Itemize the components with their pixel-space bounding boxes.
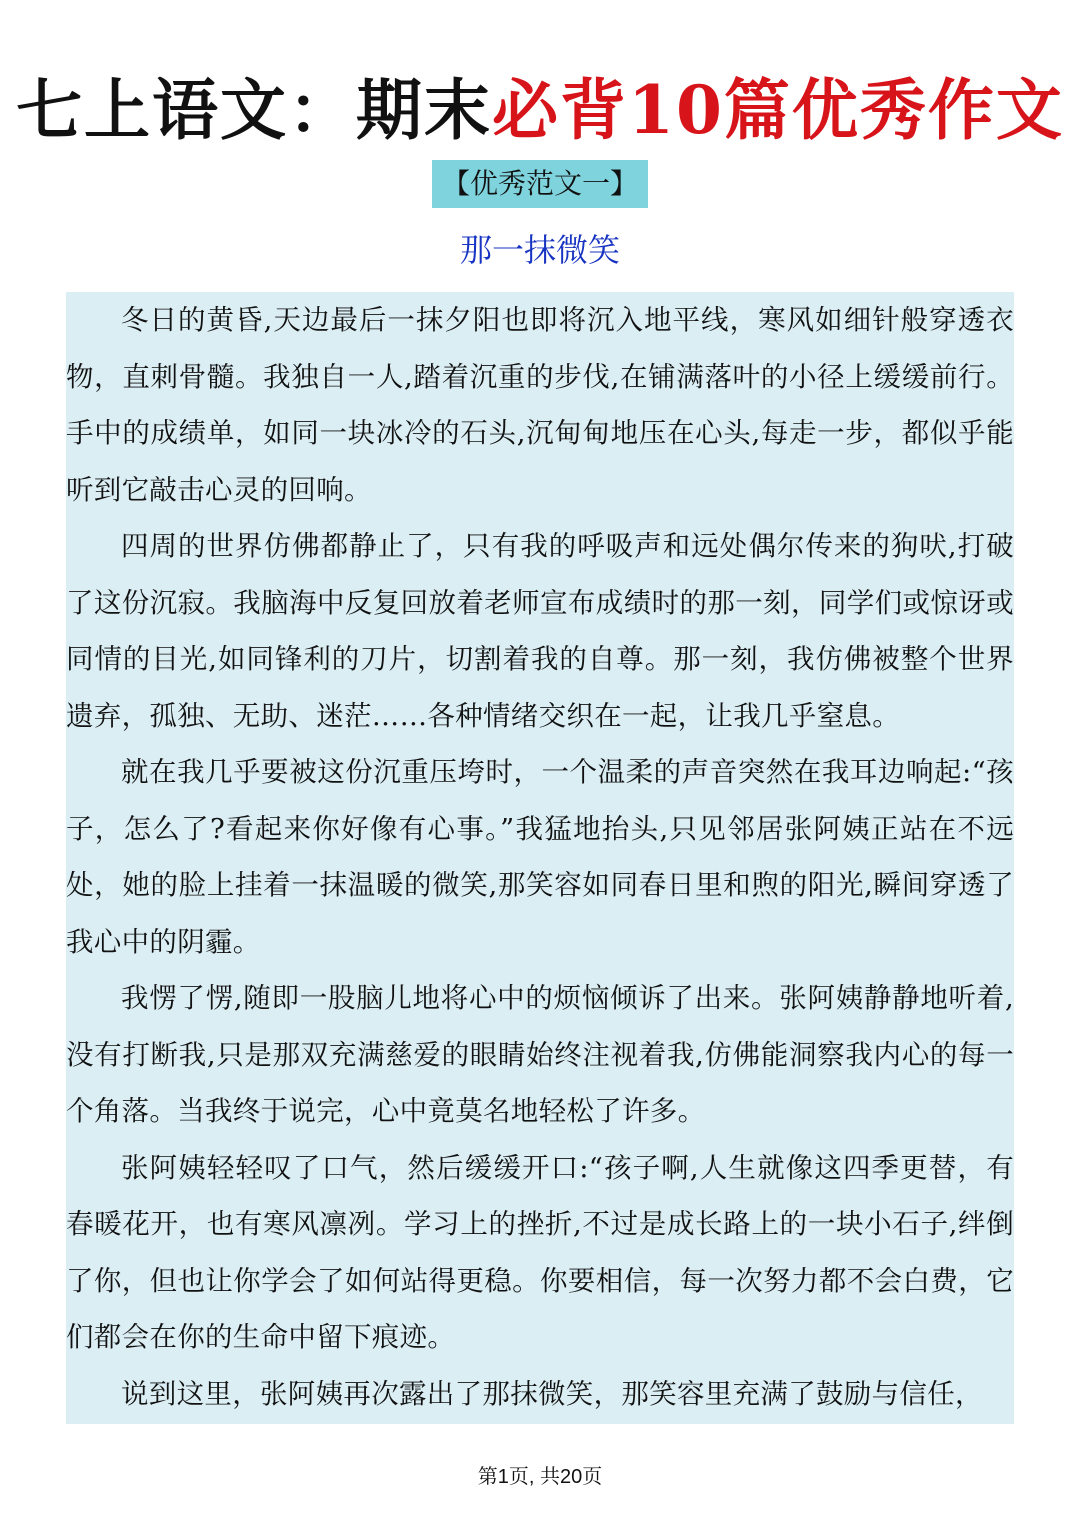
essay-number-badge-row (0, 160, 1080, 208)
essay-body (66, 292, 1014, 1424)
essay-paragraph-4: 我愣了愣,随即一股脑儿地将心中的烦恼倾诉了出来。张阿姨静静地听着,没有打断我,只是那双充满慈爱的眼睛始终注视着我,仿佛能洞察我内心的每一个角落。当我终于说完，心中竟莫名地轻松了许多。 (66, 982, 1014, 1127)
essay-paragraph-5: 张阿姨轻轻叹了口气，然后缓缓开口:“孩子啊,人生就像这四季更替，有春暖花开，也有寒风凛冽。学习上的挫折,不过是成长路上的一块小石子,绊倒了你，但也让你学会了如何站得更稳。你要相信，每一次努力都不会白费，它们都会在你的生命中留下痕迹。 (66, 1151, 1014, 1353)
essay-paragraph-1: 冬日的黄昏,天边最后一抹夕阳也即将沉入地平线，寒风如细针般穿透衣物，直刺骨髓。我独自一人,踏着沉重的步伐,在铺满落叶的小径上缓缓前行。手中的成绩单，如同一块冰冷的石头,沉甸甸地压在心头,每走一步，都似乎能听到它敲击心灵的回响。 (66, 304, 1014, 506)
page-number: 第1页, 共20页 (477, 1466, 603, 1488)
essay-paragraph-6: 说到这里，张阿姨再次露出了那抹微笑，那笑容里充满了鼓励与信任， (121, 1377, 983, 1410)
page-title (0, 70, 1080, 150)
essay-number-badge: 【优秀范文一】 (432, 160, 648, 208)
page-title-red: 必背10篇优秀作文 (492, 71, 1064, 149)
essay-paragraph-3: 就在我几乎要被这份沉重压垮时，一个温柔的声音突然在我耳边响起:“孩子，怎么了?看起来你好像有心事。”我猛地抬头,只见邻居张阿姨正站在不远处，她的脸上挂着一抹温暖的微笑,那笑容如同春日里和煦的阳光,瞬间穿透了我心中的阴霾。 (66, 756, 1014, 958)
essay-title: 那一抹微笑 (459, 231, 620, 269)
essay-paragraph-2: 四周的世界仿佛都静止了，只有我的呼吸声和远处偶尔传来的狗吠,打破了这份沉寂。我脑海中反复回放着老师宣布成绩时的那一刻，同学们或惊讶或同情的目光,如同锋利的刀片，切割着我的自尊。那一刻，我仿佛被整个世界遗弃，孤独、无助、迷茫……各种情绪交织在一起，让我几乎窒息。 (66, 530, 1014, 732)
page-title-black: 七上语文：期末 (16, 71, 493, 149)
